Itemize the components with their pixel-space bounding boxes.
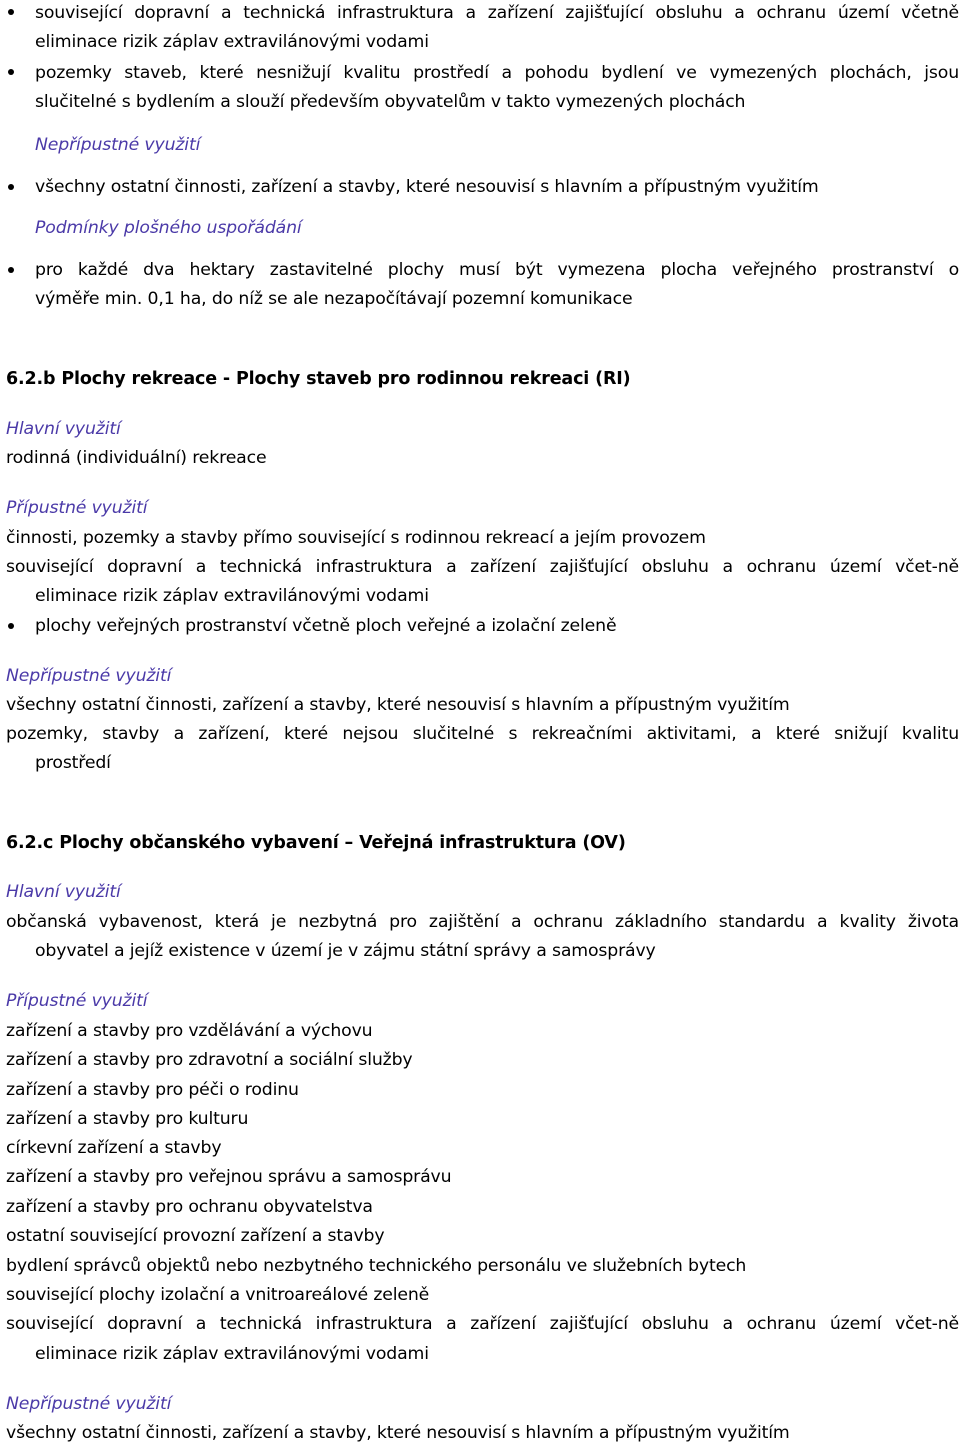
list-item: související plochy izolační a vnitroareálové zeleně (6, 1285, 430, 1305)
section-heading: Nepřípustné využití (6, 1394, 172, 1414)
section-heading: Přípustné využití (6, 991, 148, 1011)
section-heading: Podmínky plošného uspořádání (35, 218, 302, 238)
list-item: zařízení a stavby pro veřejnou správu a samosprávu (6, 1167, 452, 1187)
list-item-continuation: eliminace rizik záplav extravilánovými vodami (35, 1344, 429, 1364)
bullet-icon (8, 267, 14, 273)
section-heading: Hlavní využití (6, 882, 121, 902)
paragraph: rodinná (individuální) rekreace (6, 448, 267, 468)
list-item: všechny ostatní činnosti, zařízení a stavby, které nesouvisí s hlavním a přípustným využitím (6, 1423, 790, 1443)
bullet-icon (8, 9, 14, 15)
list-item: zařízení a stavby pro ochranu obyvatelstva (6, 1197, 373, 1217)
list-item: všechny ostatní činnosti, zařízení a stavby, které nesouvisí s hlavním a přípustným využitím (35, 177, 819, 197)
section-title: 6.2.c Plochy občanského vybavení – Veřejná infrastruktura (OV) (6, 833, 626, 853)
list-item: ostatní související provozní zařízení a stavby (6, 1226, 385, 1246)
list-item-continuation: slučitelné s bydlením a slouží především obyvatelům v takto vymezených plochách (35, 92, 746, 112)
list-item: plochy veřejných prostranství včetně ploch veřejné a izolační zeleně (35, 616, 617, 636)
section-heading: Nepřípustné využití (35, 135, 201, 155)
list-item: související dopravní a technická infrastruktura a zařízení zajišťující obsluhu a ochranu území včetně (35, 3, 959, 23)
list-item-continuation: prostředí (35, 753, 111, 773)
list-item: církevní zařízení a stavby (6, 1138, 222, 1158)
list-item: bydlení správců objektů nebo nezbytného technického personálu ve služebních bytech (6, 1256, 747, 1276)
bullet-icon (8, 69, 14, 75)
list-item: související dopravní a technická infrastruktura a zařízení zajišťující obsluhu a ochranu území včet-ně (6, 557, 959, 577)
section-heading: Přípustné využití (6, 498, 148, 518)
section-heading: Nepřípustné využití (6, 666, 172, 686)
paragraph-continuation: obyvatel a jejíž existence v území je v zájmu státní správy a samosprávy (35, 941, 656, 961)
list-item-continuation: výměře min. 0,1 ha, do níž se ale nezapočítávají pozemní komunikace (35, 289, 633, 309)
list-item: zařízení a stavby pro péči o rodinu (6, 1080, 299, 1100)
list-item: související dopravní a technická infrastruktura a zařízení zajišťující obsluhu a ochranu území včet-ně (6, 1314, 959, 1334)
list-item: všechny ostatní činnosti, zařízení a stavby, které nesouvisí s hlavním a přípustným využitím (6, 695, 790, 715)
list-item: zařízení a stavby pro zdravotní a sociální služby (6, 1050, 413, 1070)
list-item: pozemky staveb, které nesnižují kvalitu prostředí a pohodu bydlení ve vymezených plochách, jsou (35, 63, 959, 83)
list-item: pozemky, stavby a zařízení, které nejsou slučitelné s rekreačními aktivitami, a které snižují kvalitu (6, 724, 959, 744)
list-item: pro každé dva hektary zastavitelné plochy musí být vymezena plocha veřejného prostranství o (35, 260, 959, 280)
section-heading: Hlavní využití (6, 419, 121, 439)
section-title: 6.2.b Plochy rekreace - Plochy staveb pro rodinnou rekreaci (RI) (6, 369, 631, 389)
list-item-continuation: eliminace rizik záplav extravilánovými vodami (35, 32, 429, 52)
list-item-continuation: eliminace rizik záplav extravilánovými vodami (35, 586, 429, 606)
paragraph: občanská vybavenost, která je nezbytná pro zajištění a ochranu základního standardu a kvality života (6, 912, 959, 932)
bullet-icon (8, 623, 14, 629)
bullet-icon (8, 184, 14, 190)
list-item: činnosti, pozemky a stavby přímo související s rodinnou rekreací a jejím provozem (6, 528, 706, 548)
list-item: zařízení a stavby pro vzdělávání a výchovu (6, 1021, 373, 1041)
list-item: zařízení a stavby pro kulturu (6, 1109, 249, 1129)
